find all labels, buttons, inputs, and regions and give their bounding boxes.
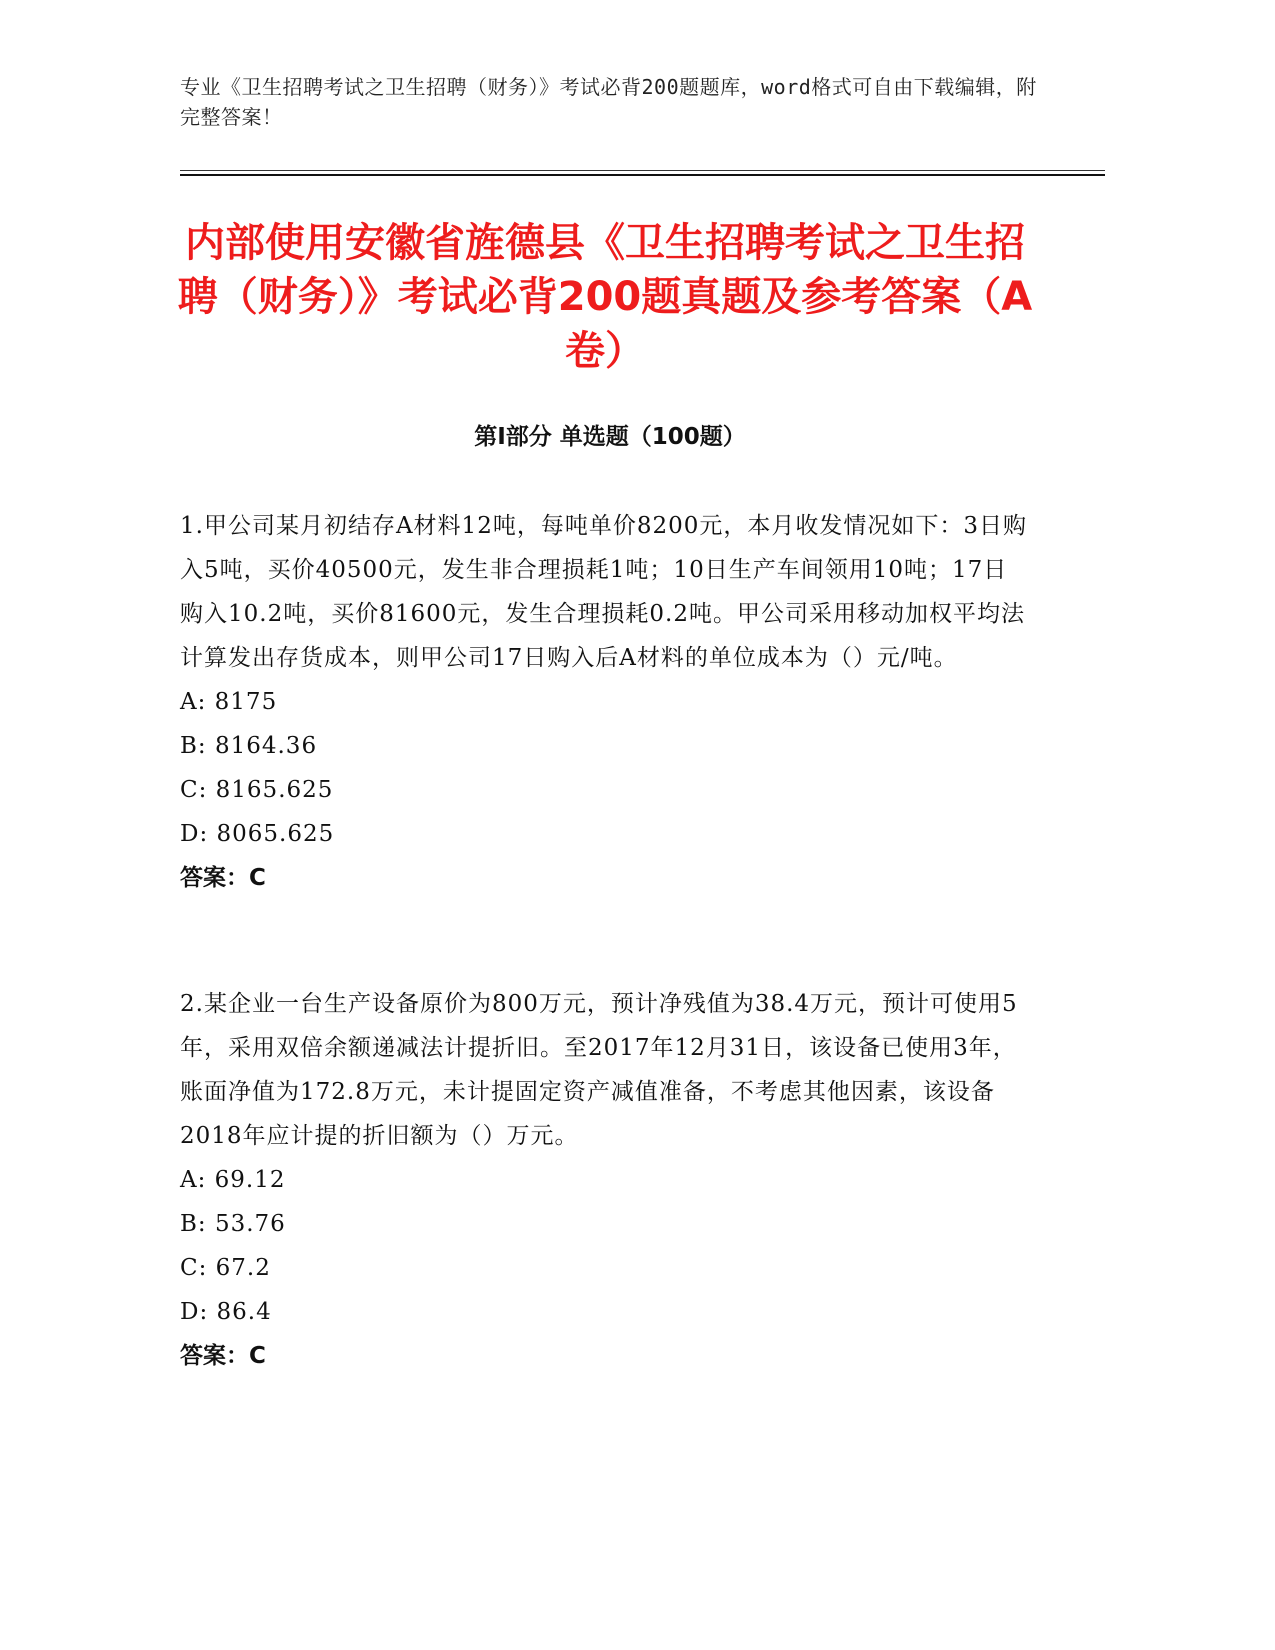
question-stem: 2.某企业一台生产设备原价为800万元，预计净残值为38.4万元，预计可使用5年，采用双倍余额递减法计提折旧。至2017年12月31日，该设备已使用3年，账面净值为172.8万元，未计提固定资产减值准备，不考虑其他因素，该设备2018年应计提的折旧额为（）万元。 [180, 991, 1018, 1149]
section-heading: 第Ⅰ部分 单选题（100题） [474, 424, 746, 450]
question-2 [180, 982, 1030, 1378]
option-d: D: 8065.625 [180, 821, 335, 847]
option-b: B: 53.76 [180, 1211, 286, 1237]
option-c: C: 67.2 [180, 1255, 271, 1281]
option-a: A: 8175 [180, 689, 278, 715]
header-divider-thick [180, 174, 1105, 176]
answer-line: 答案：C [180, 865, 266, 891]
option-b: B: 8164.36 [180, 733, 318, 759]
document-title: 内部使用安徽省旌德县《卫生招聘考试之卫生招聘（财务）》考试必背200题真题及参考答案（A卷） [177, 220, 1033, 374]
option-d: D: 86.4 [180, 1299, 272, 1325]
option-c: C: 8165.625 [180, 777, 334, 803]
question-stem: 1.甲公司某月初结存A材料12吨，每吨单价8200元，本月收发情况如下：3日购入5吨，买价40500元，发生非合理损耗1吨；10日生产车间领用10吨；17日购入10.2吨，买价81600元，发生合理损耗0.2吨。甲公司采用移动加权平均法计算发出存货成本，则甲公司17日购入后A材料的单位成本为（）元/吨。 [180, 513, 1027, 671]
question-1 [180, 504, 1030, 900]
header-note: 专业《卫生招聘考试之卫生招聘（财务）》考试必背200题题库，word格式可自由下载编辑，附完整答案！ [180, 75, 1037, 129]
answer-line: 答案：C [180, 1343, 266, 1369]
option-a: A: 69.12 [180, 1167, 286, 1193]
header-divider-thin [180, 170, 1105, 171]
